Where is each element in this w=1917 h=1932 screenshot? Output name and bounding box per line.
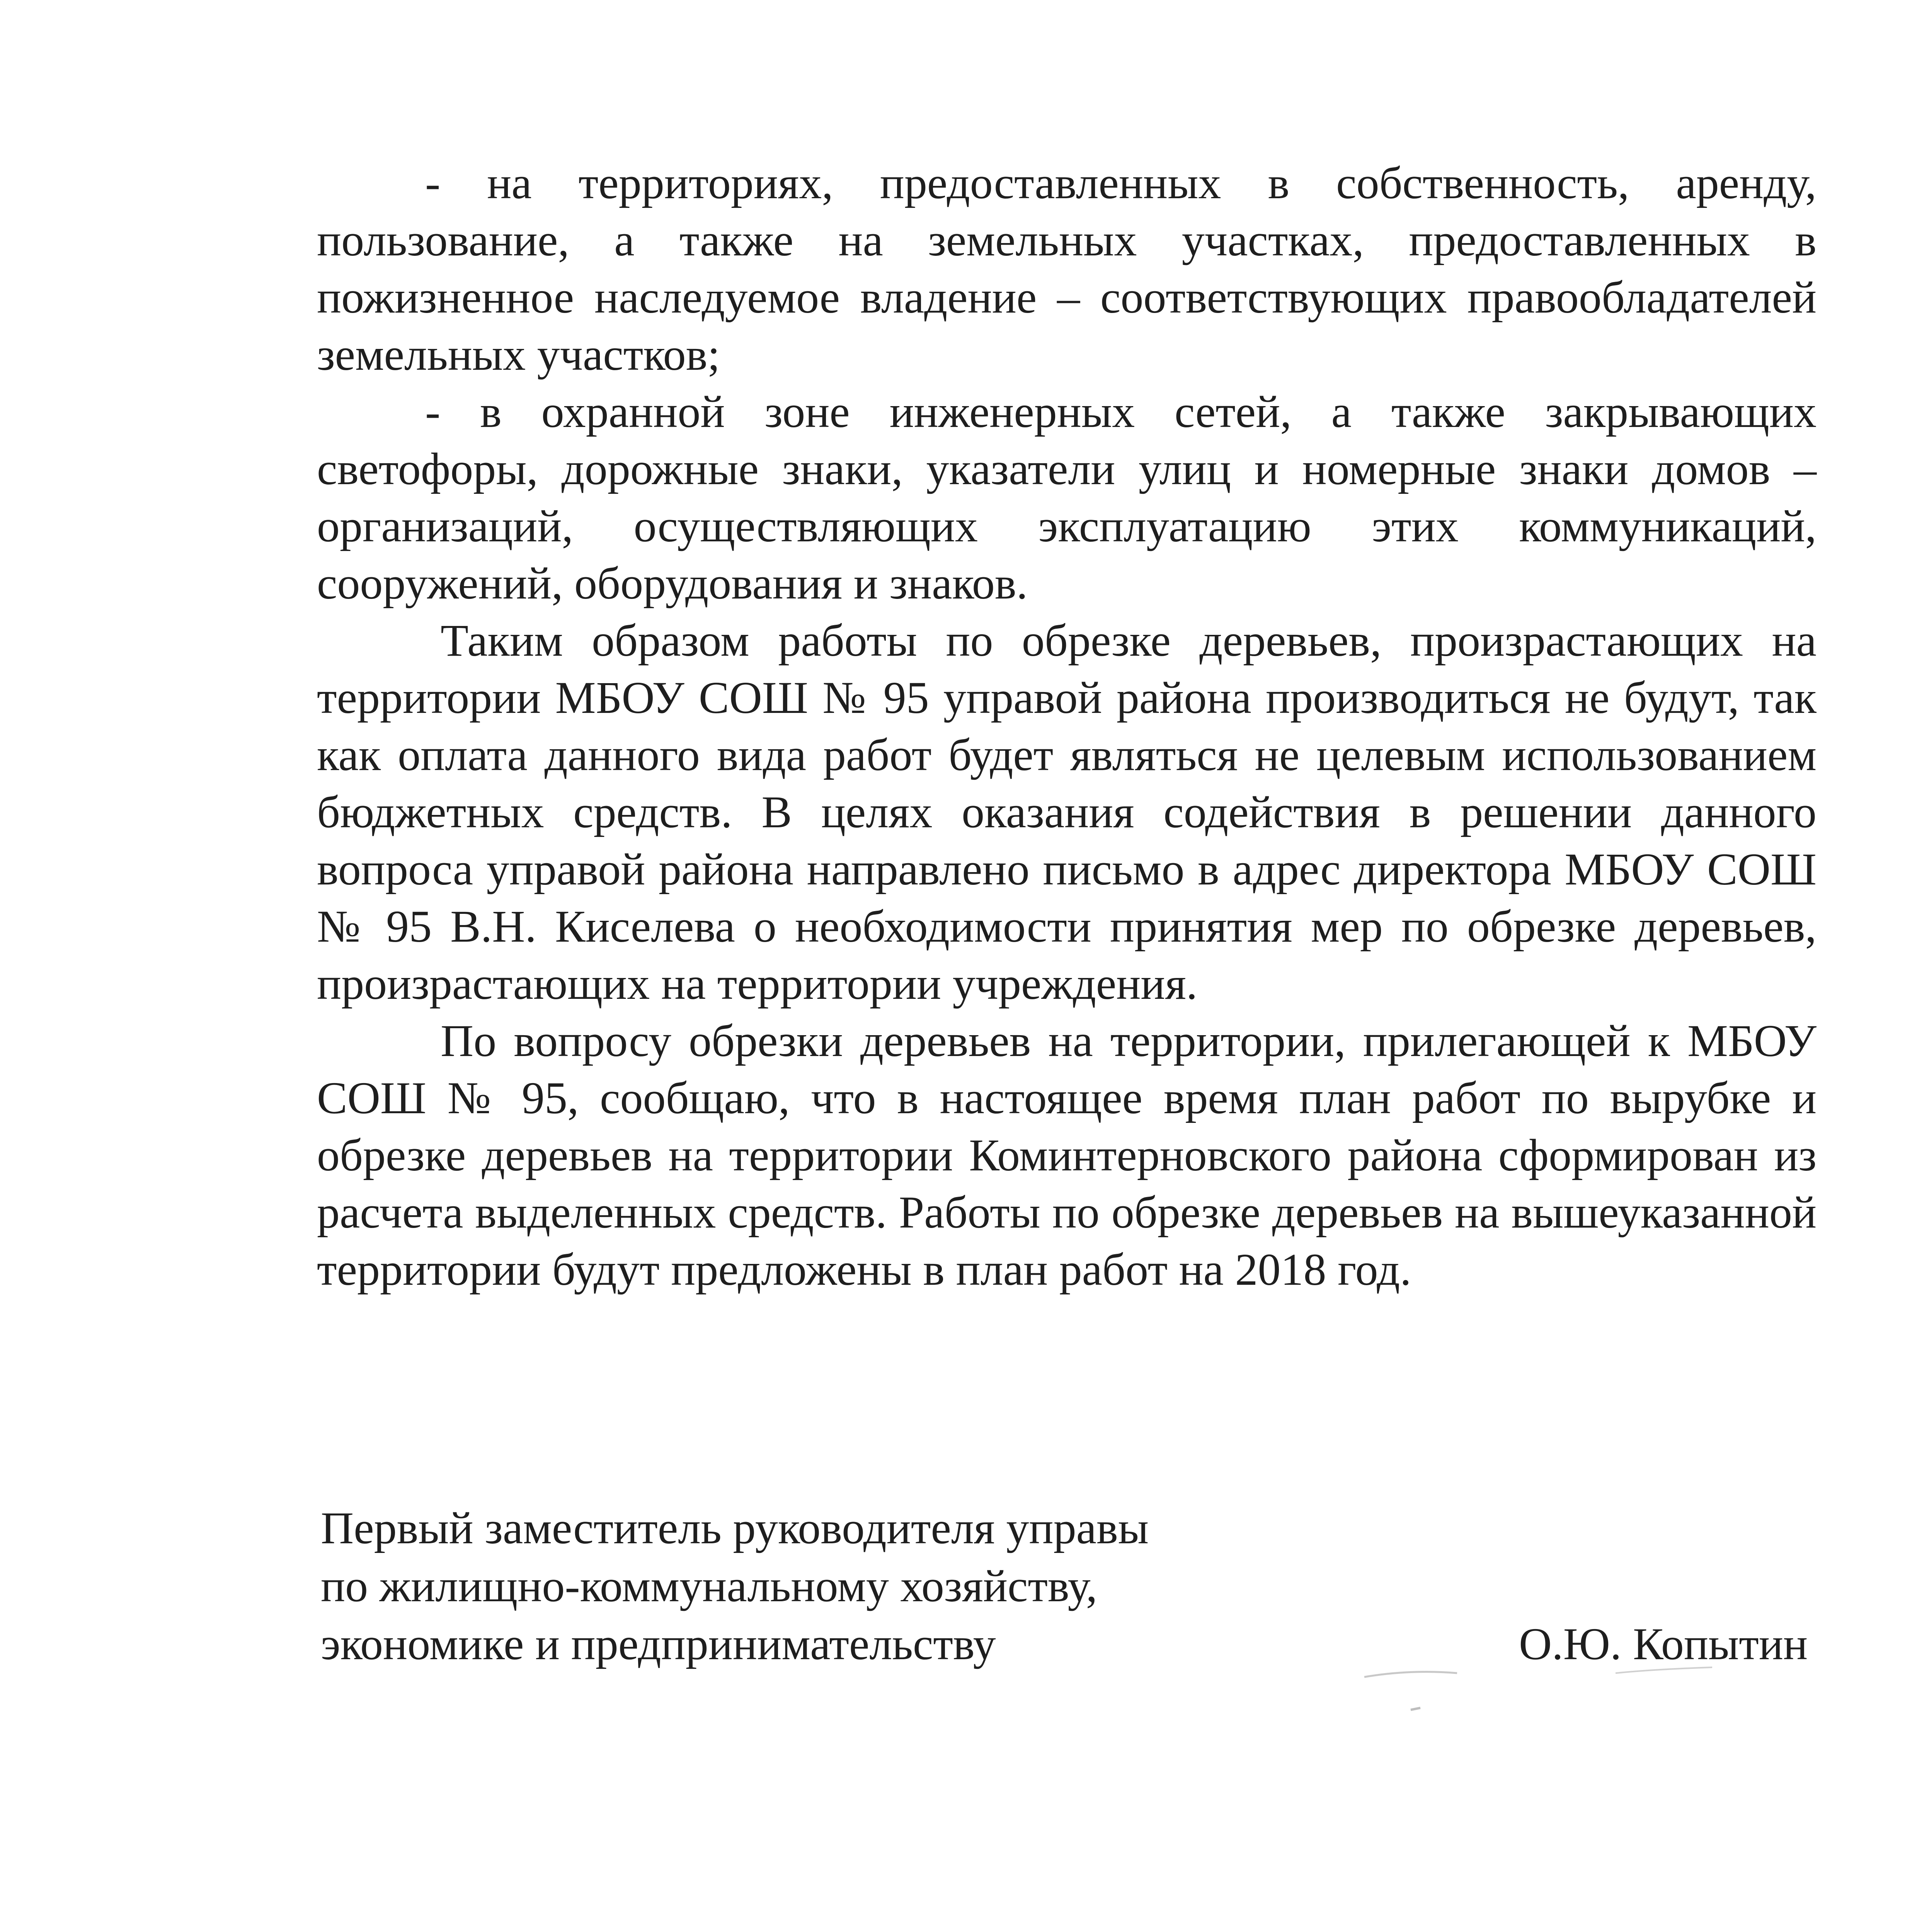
signatory-position-line: экономике и предпринимательству	[321, 1619, 996, 1669]
signature-block	[321, 1499, 1820, 1685]
signatory-position-line: по жилищно-коммунальному хозяйству,	[321, 1561, 1098, 1611]
signatory-position-line: Первый заместитель руководителя управы	[321, 1503, 1149, 1553]
paragraph-protection-zone: - в охранной зоне инженерных сетей, а также закрывающих светофоры, дорожные знаки, указатели улиц и номерные знаки домов – организаций, осуществляющих эксплуатацию этих коммуникаций, сооружений, оборудования и знаков.	[317, 386, 1817, 609]
paragraph-territories: - на территориях, предоставленных в собственность, аренду, пользование, а также на земельных участках, предоставленных в пожизненное наследуемое владение – соответствующих правообладателей земельных участков;	[317, 158, 1817, 380]
signatory-position	[321, 1499, 1364, 1673]
letter-body	[317, 155, 1817, 1298]
paragraph-adjacent-territory: По вопросу обрезки деревьев на территории, прилегающей к МБОУ СОШ № 95, сообщаю, что в настоящее время план работ по вырубке и обрезке деревьев на территории Коминтерновского района сформирован из расчета выделенных средств. Работы по обрезке деревьев на вышеуказанной территории будут предложены в план работ на 2018 год.	[317, 1015, 1817, 1295]
signatory-name: О.Ю. Копытин	[1519, 1619, 1808, 1669]
paragraph-conclusion: Таким образом работы по обрезке деревьев, произрастающих на территории МБОУ СОШ № 95 управой района производиться не будут, так как оплата данного вида работ будет являться не целевым использованием бюджетных средств. В целях оказания содействия в решении данного вопроса управой района направлено письмо в адрес директора МБОУ СОШ № 95 В.Н. Киселева о необходимости принятия мер по обрезке деревьев, произрастающих на территории учреждения.	[317, 615, 1817, 1009]
